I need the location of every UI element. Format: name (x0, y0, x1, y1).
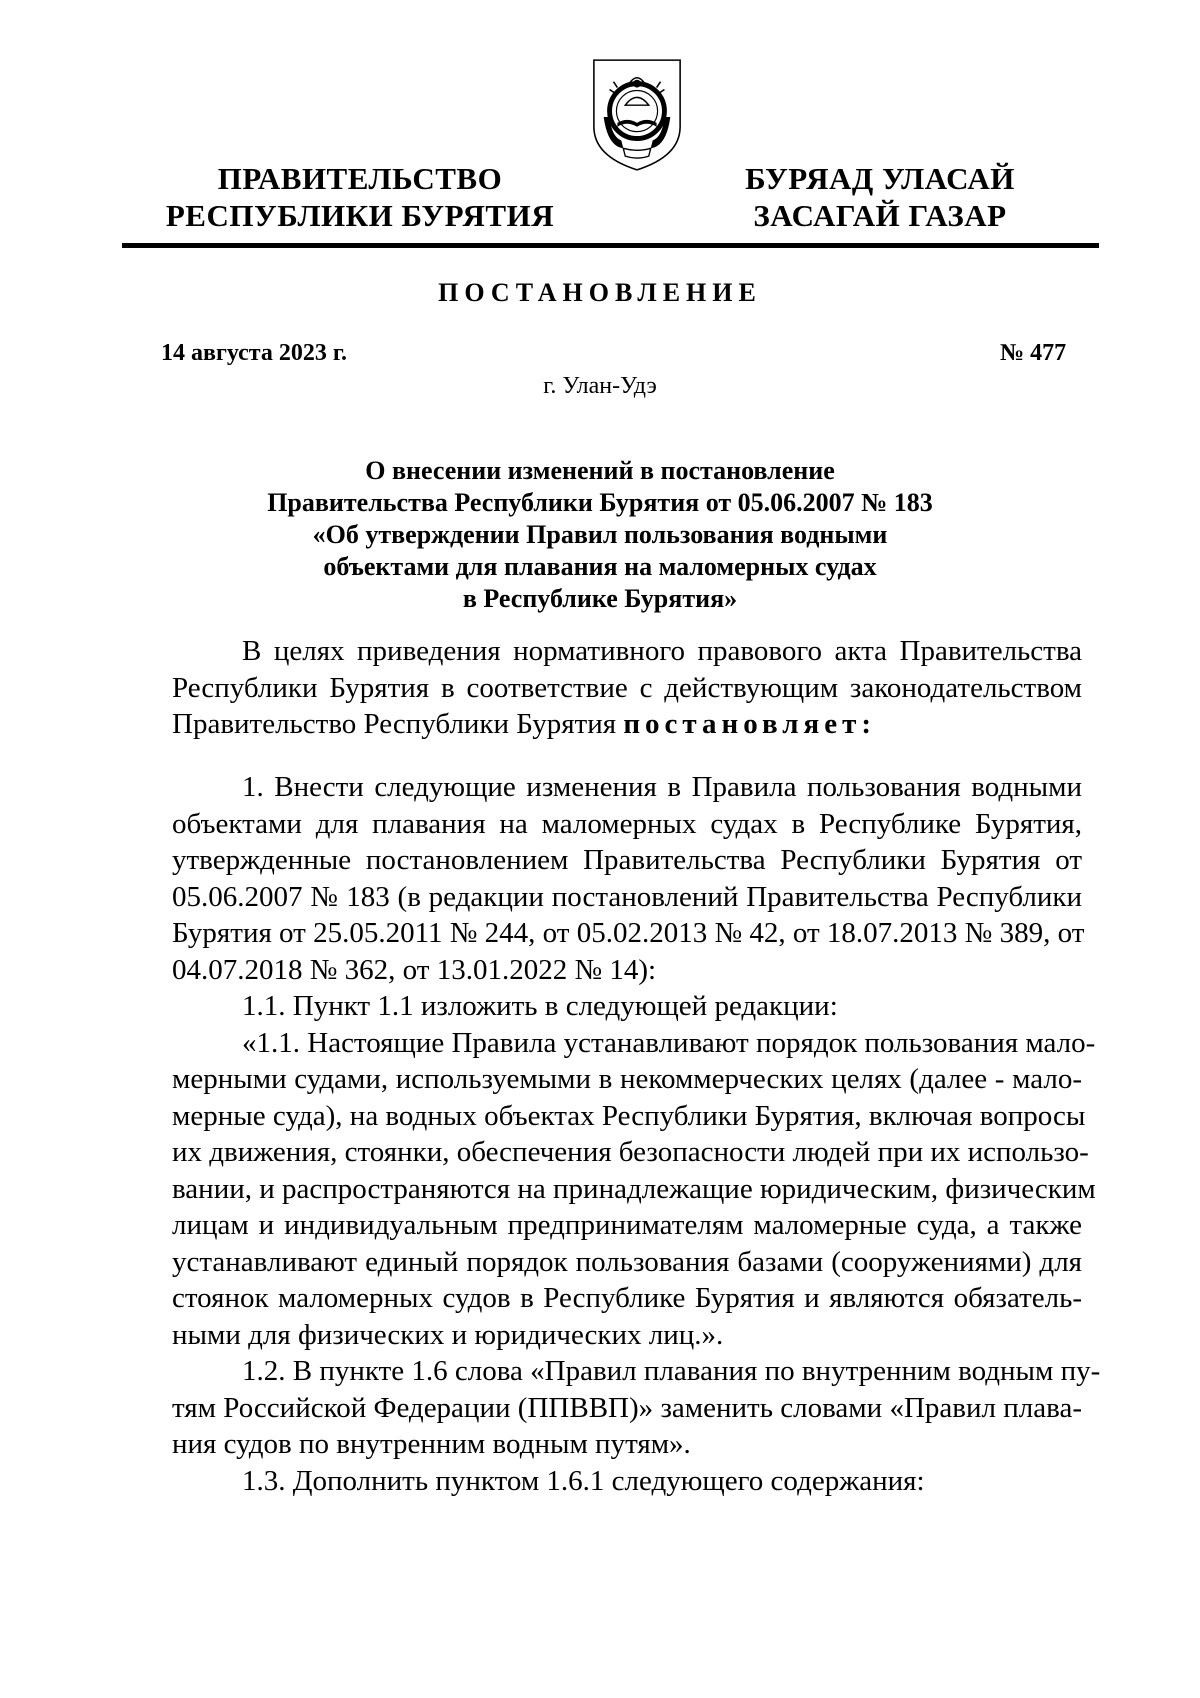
title-line: в Республике Бурятия» (462, 584, 738, 613)
issuer-name-bua-line2: ЗАСАГАЙ ГАЗАР (753, 198, 1007, 233)
text-line: ния судов по внутренним водным путям». (172, 1428, 691, 1460)
document-title (200, 455, 1000, 615)
text-line: 1.1. Пункт 1.1 изложить в следующей редакции: (242, 990, 838, 1022)
resolution-verb: постановляет: (623, 708, 877, 740)
text-line: В целях приведения нормативного правового акта Правительства (242, 635, 1082, 667)
issuer-name-ru-line1: ПРАВИТЕЛЬСТВО (217, 161, 503, 196)
issuer-name-bua-line1: БУРЯАД УЛАСАЙ (745, 161, 1015, 196)
text-line: мерными судами, используемыми в некоммерческих целях (далее - мало- (172, 1063, 1082, 1095)
text-line: «1.1. Настоящие Правила устанавливают порядок пользования мало- (242, 1026, 1096, 1059)
text-line: 04.07.2018 № 362, от 13.01.2022 № 14): (172, 953, 657, 986)
text-line: 1.2. В пункте 1.6 слова «Правил плавания по внутренним водным пу- (242, 1355, 1101, 1387)
document-city: г. Улан-Удэ (543, 373, 657, 399)
text-line: 05.06.2007 № 183 (в редакции постановлений Правительства Республики (172, 880, 1082, 913)
text-line: Республики Бурятия в соответствие с действующим законодательством (172, 671, 1082, 704)
text-line: объектами для плавания на маломерных судах в Республике Бурятия, (172, 807, 1082, 840)
text-line: их движения, стоянки, обеспечения безопасности людей при их использо- (172, 1136, 1089, 1168)
title-line: объектами для плавания на маломерных судах (323, 552, 877, 581)
title-line: «Об утверждении Правил пользования водными (312, 520, 888, 549)
text-line: 1.3. Дополнить пунктом 1.6.1 следующего содержания: (242, 1464, 925, 1497)
preamble-paragraph (172, 633, 1082, 743)
header-divider (122, 243, 1099, 248)
text-line: тям Российской Федерации (ППВВП)» заменить словами «Правил плава- (172, 1391, 1082, 1424)
text-line: устанавливают единый порядок пользования базами (сооружениями) для (172, 1245, 1082, 1278)
document-number: № 477 (1000, 340, 1067, 366)
text-line: 1. Внести следующие изменения в Правила пользования водными (242, 771, 1082, 803)
issuer-name-ru-line2: РЕСПУБЛИКИ БУРЯТИЯ (165, 198, 555, 233)
text-line: утвержденные постановлением Правительства Республики Бурятия от (172, 844, 1082, 876)
text-line: мерные суда), на водных объектах Республики Бурятия, включая вопросы (172, 1099, 1086, 1132)
issuer-name-russian (160, 160, 560, 234)
text-line: стоянок маломерных судов в Республике Бурятия и являются обязатель- (172, 1282, 1082, 1314)
issuer-name-buryat (700, 160, 1060, 234)
document-date: 14 августа 2023 г. (161, 340, 348, 366)
text-line: лицам и индивидуальным предпринимателям маломерные суда, а также (172, 1209, 1082, 1241)
text-line: ными для физических и юридических лиц.». (172, 1318, 724, 1351)
text-line (172, 706, 1082, 743)
preamble-subject: Правительство Республики Бурятия (172, 708, 624, 740)
text-line: Бурятия от 25.05.2011 № 244, от 05.02.2013 № 42, от 18.07.2013 № 389, от (172, 917, 1085, 949)
clause-1 (172, 769, 1101, 1499)
document-type: ПОСТАНОВЛЕНИЕ (438, 278, 762, 307)
title-line: Правительства Республики Бурятия от 05.06.2007 № 183 (267, 488, 933, 517)
title-line: О внесении изменений в постановление (365, 456, 835, 485)
text-line: вании, и распространяются на принадлежащие юридическим, физическим (172, 1172, 1096, 1205)
coat-of-arms-icon (588, 54, 686, 174)
